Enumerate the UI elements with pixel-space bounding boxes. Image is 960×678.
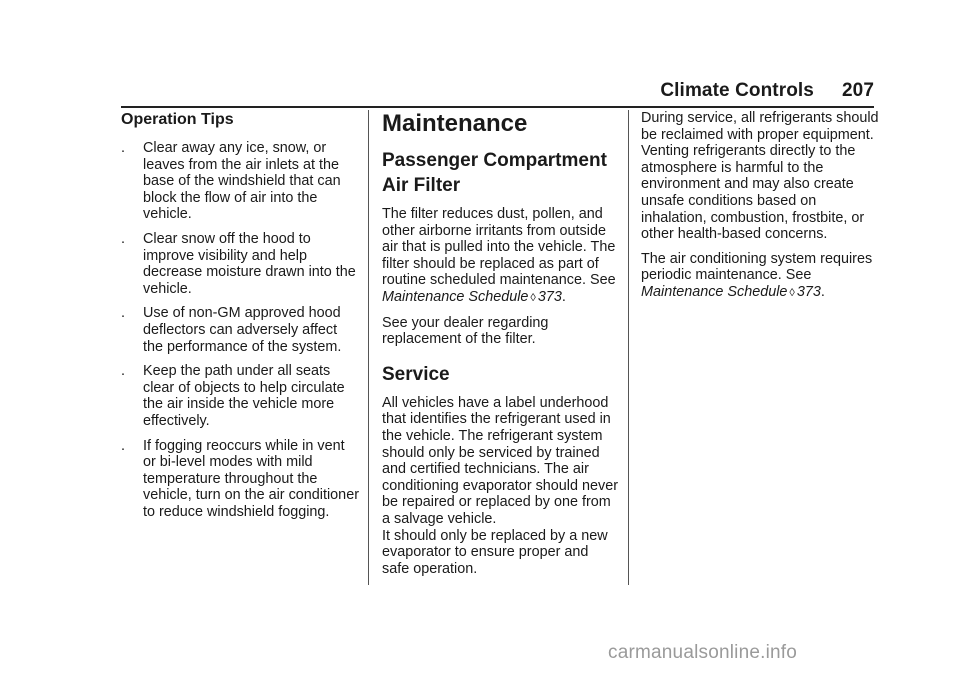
dealer-paragraph: See your dealer regarding replacement of the filter. — [382, 314, 549, 348]
bullet: . — [121, 230, 125, 247]
page-ref-icon: ◊ — [530, 291, 536, 304]
bullet: . — [121, 305, 125, 322]
header-rule — [121, 106, 874, 108]
service-paragraph: All vehicles have a label underhood that identifies the refrigerant used in the vehicle. The refrigerant system should only be serviced by trained and certified technicians. The air conditioning evaporator should never be repaired or replaced by one from a salvage vehicle. — [382, 394, 619, 527]
service-heading: Service — [382, 363, 450, 385]
page-header — [660, 80, 874, 102]
paragraph-text: The filter reduces dust, pollen, and other airborne irritants from outside air that is pulled into the vehicle. The filter should be replaced as part of routine scheduled maintenance. See — [382, 206, 616, 289]
list-item-text: Keep the path under all seats clear of objects to help circulate the air inside the vehicle more effectively. — [143, 363, 345, 429]
list-item — [121, 231, 361, 297]
paragraph-text: The air conditioning system requires periodic maintenance. See — [641, 250, 873, 284]
list-item — [121, 305, 361, 355]
watermark: carmanualsonline.info — [608, 642, 798, 663]
column-middle — [382, 110, 618, 585]
column-divider-2 — [628, 110, 629, 585]
operation-tips-list — [121, 140, 361, 520]
list-item — [121, 140, 361, 223]
refrigerant-paragraph: During service, all refrigerants should be reclaimed with proper equipment. Venting refrigerants directly to the atmosphere is harmful to the environment and may also create unsafe conditions based on inhalation, combustion, frostbite, or other health-based concerns. — [641, 110, 879, 243]
operation-tips-heading: Operation Tips — [121, 111, 234, 128]
page-number: 207 — [841, 80, 874, 101]
list-item-text: Clear away any ice, snow, or leaves from the air inlets at the base of the windshield that can block the flow of air into the vehicle. — [143, 140, 341, 223]
bullet: . — [121, 363, 125, 380]
period: . — [820, 283, 825, 300]
list-item-text: Use of non-GM approved hood deflectors can adversely affect the performance of the system. — [143, 305, 342, 355]
column-divider-1 — [368, 110, 369, 585]
maintenance-title: Maintenance — [382, 110, 528, 137]
bullet: . — [121, 140, 125, 156]
column-right — [641, 110, 879, 310]
column-left — [121, 110, 361, 528]
section-title: Climate Controls — [660, 80, 814, 101]
page-ref-link[interactable]: 373 — [796, 283, 821, 300]
page-ref-icon: ◊ — [789, 286, 795, 299]
list-item — [121, 363, 361, 429]
bullet: . — [121, 437, 125, 454]
ac-maintenance-paragraph — [641, 251, 879, 302]
maintenance-schedule-link[interactable]: Maintenance Schedule — [382, 288, 529, 305]
air-filter-paragraph — [382, 206, 618, 307]
list-item-text: If fogging reoccurs while in vent or bi-level modes with mild temperature throughout the vehicle, turn on the air conditioner to reduce windshield fogging. — [143, 437, 359, 520]
page-ref-link[interactable]: 373 — [537, 288, 562, 305]
period: . — [561, 288, 566, 305]
list-item — [121, 438, 361, 521]
list-item-text: Clear snow off the hood to improve visibility and help decrease moisture drawn into the vehicle. — [143, 230, 356, 297]
evaporator-paragraph: It should only be replaced by a new evaporator to ensure proper and safe operation. — [382, 527, 608, 577]
air-filter-heading: Passenger Compartment Air Filter — [382, 150, 607, 196]
maintenance-schedule-link[interactable]: Maintenance Schedule — [641, 283, 788, 300]
